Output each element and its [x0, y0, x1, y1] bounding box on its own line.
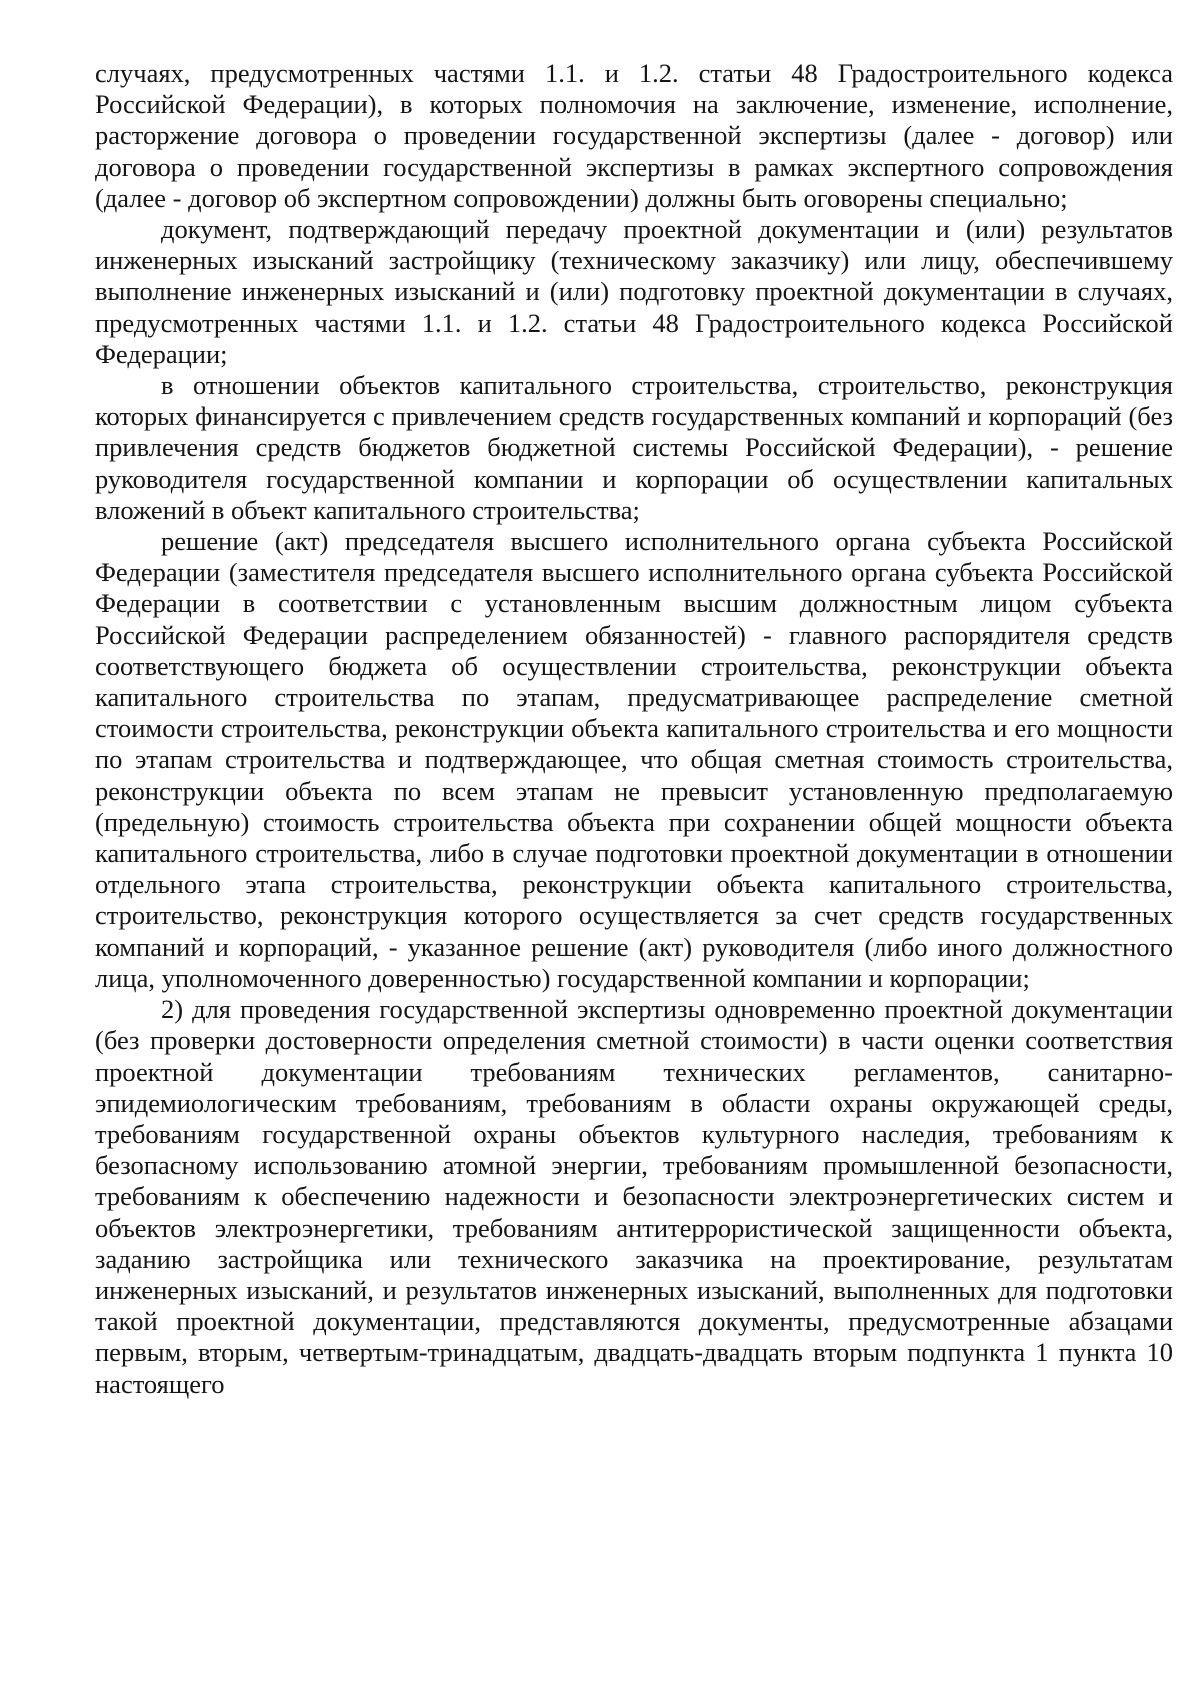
document-text: [95, 58, 1173, 1400]
paragraph-transfer-document: документ, подтверждающий передачу проектной документации и (или) результатов инженерных изысканий застройщику (техническому заказчику) или лицу, обеспечившему выполнение инженерных изысканий и (или) подготовку проектной документации в случаях, предусмотренных частями 1.1. и 1.2. статьи 48 Градостроительного кодекса Российской Федерации;: [95, 214, 1173, 369]
paragraph-item-2: 2) для проведения государственной экспертизы одновременно проектной документации (без проверки достоверности определения сметной стоимости) в части оценки соответствия проектной документации требованиям технических регламентов, санитарно-эпидемиологическим требованиям, требованиям в области охраны окружающей среды, требованиям государственной охраны объектов культурного наследия, требованиям к безопасному использованию атомной энергии, требованиям промышленной безопасности, требованиям к обеспечению надежности и безопасности электроэнергетических систем и объектов электроэнергетики, требованиям антитеррористической защищенности объекта, заданию застройщика или технического заказчика на проектирование, результатам инженерных изысканий, и результатов инженерных изысканий, выполненных для подготовки такой проектной документации, представляются документы, предусмотренные абзацами первым, вторым, четвертым-тринадцатым, двадцать-двадцать вторым подпункта 1 пункта 10 настоящего: [95, 994, 1173, 1399]
paragraph-continuation: случаях, предусмотренных частями 1.1. и 1.2. статьи 48 Градостроительного кодекса Российской Федерации), в которых полномочия на заключение, изменение, исполнение, расторжение договора о проведении государственной экспертизы (далее - договор) или договора о проведении государственной экспертизы в рамках экспертного сопровождения (далее - договор об экспертном сопровождении) должны быть оговорены специально;: [95, 58, 1173, 213]
paragraph-state-companies: в отношении объектов капитального строительства, строительство, реконструкция которых финансируется с привлечением средств государственных компаний и корпораций (без привлечения средств бюджетов бюджетной системы Российской Федерации), - решение руководителя государственной компании и корпорации об осуществлении капитальных вложений в объект капитального строительства;: [95, 370, 1173, 525]
paragraph-regional-decision: решение (акт) председателя высшего исполнительного органа субъекта Российской Федерации (заместителя председателя высшего исполнительного органа субъекта Российской Федерации в соответствии с установленным высшим должностным лицом субъекта Российской Федерации распределением обязанностей) - главного распорядителя средств соответствующего бюджета об осуществлении строительства, реконструкции объекта капитального строительства по этапам, предусматривающее распределение сметной стоимости строительства, реконструкции объекта капитального строительства и его мощности по этапам строительства и подтверждающее, что общая сметная стоимость строительства, реконструкции объекта по всем этапам не превысит установленную предполагаемую (предельную) стоимость строительства объекта при сохранении общей мощности объекта капитального строительства, либо в случае подготовки проектной документации в отношении отдельного этапа строительства, реконструкции объекта капитального строительства, строительство, реконструкция которого осуществляется за счет средств государственных компаний и корпораций, - указанное решение (акт) руководителя (либо иного должностного лица, уполномоченного доверенностью) государственной компании и корпорации;: [95, 526, 1173, 993]
